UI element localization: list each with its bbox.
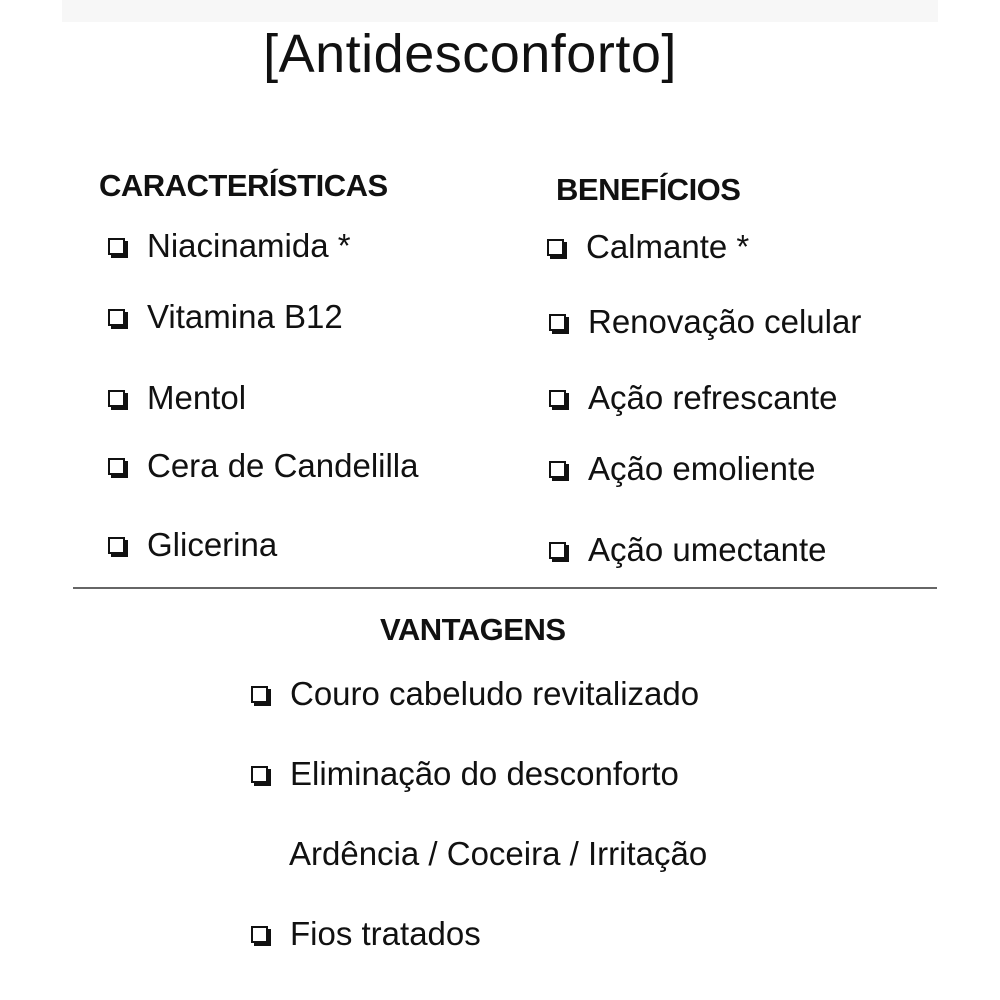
- caracteristicas-item-label: Cera de Candelilla: [147, 447, 419, 484]
- checkbox-icon: [108, 458, 125, 475]
- beneficios-item-acao-refrescante: [549, 378, 837, 418]
- vantagens-item-eliminacao-desconforto: [251, 754, 679, 794]
- page-title: [Antidesconforto]: [263, 24, 677, 84]
- caracteristicas-item-label: Glicerina: [147, 526, 278, 563]
- checkbox-icon: [251, 686, 268, 703]
- checkbox-icon: [547, 239, 564, 256]
- checkbox-icon: [108, 309, 125, 326]
- caracteristicas-item-niacinamida: [108, 226, 351, 266]
- checkbox-icon: [549, 390, 566, 407]
- caracteristicas-item-glicerina: [108, 525, 277, 565]
- beneficios-item-label: Ação refrescante: [588, 379, 838, 416]
- checkbox-icon: [251, 766, 268, 783]
- caracteristicas-item-cera-de-candelilla: [108, 446, 419, 486]
- vantagens-heading: VANTAGENS: [380, 612, 566, 647]
- checkbox-icon: [108, 238, 125, 255]
- checkbox-icon: [108, 537, 125, 554]
- beneficios-item-label: Calmante *: [586, 228, 750, 265]
- checkbox-icon: [549, 542, 566, 559]
- caracteristicas-item-label: Mentol: [147, 379, 247, 416]
- vantagens-item-label: Fios tratados: [290, 915, 481, 952]
- beneficios-heading: BENEFÍCIOS: [556, 172, 741, 207]
- caracteristicas-item-vitamina-b12: [108, 297, 343, 337]
- caracteristicas-item-mentol: [108, 378, 246, 418]
- vantagens-item-couro-cabeludo: [251, 674, 699, 714]
- caracteristicas-item-label: Niacinamida *: [147, 227, 351, 264]
- vantagens-sub-note: Ardência / Coceira / Irritação: [289, 835, 708, 872]
- beneficios-item-acao-umectante: [549, 530, 826, 570]
- checkbox-icon: [549, 461, 566, 478]
- beneficios-item-label: Renovação celular: [588, 303, 862, 340]
- caracteristicas-heading: CARACTERÍSTICAS: [99, 168, 388, 203]
- caracteristicas-item-label: Vitamina B12: [147, 298, 343, 335]
- beneficios-item-label: Ação emoliente: [588, 450, 816, 487]
- beneficios-item-renovacao-celular: [549, 302, 861, 342]
- top-band: [62, 0, 938, 22]
- beneficios-item-label: Ação umectante: [588, 531, 827, 568]
- beneficios-item-acao-emoliente: [549, 449, 815, 489]
- vantagens-item-fios-tratados: [251, 914, 481, 954]
- checkbox-icon: [251, 926, 268, 943]
- vantagens-item-label: Couro cabeludo revitalizado: [290, 675, 700, 712]
- checkbox-icon: [108, 390, 125, 407]
- vantagens-item-label: Eliminação do desconforto: [290, 755, 679, 792]
- beneficios-item-calmante: [547, 227, 749, 267]
- checkbox-icon: [549, 314, 566, 331]
- section-divider: [73, 587, 937, 589]
